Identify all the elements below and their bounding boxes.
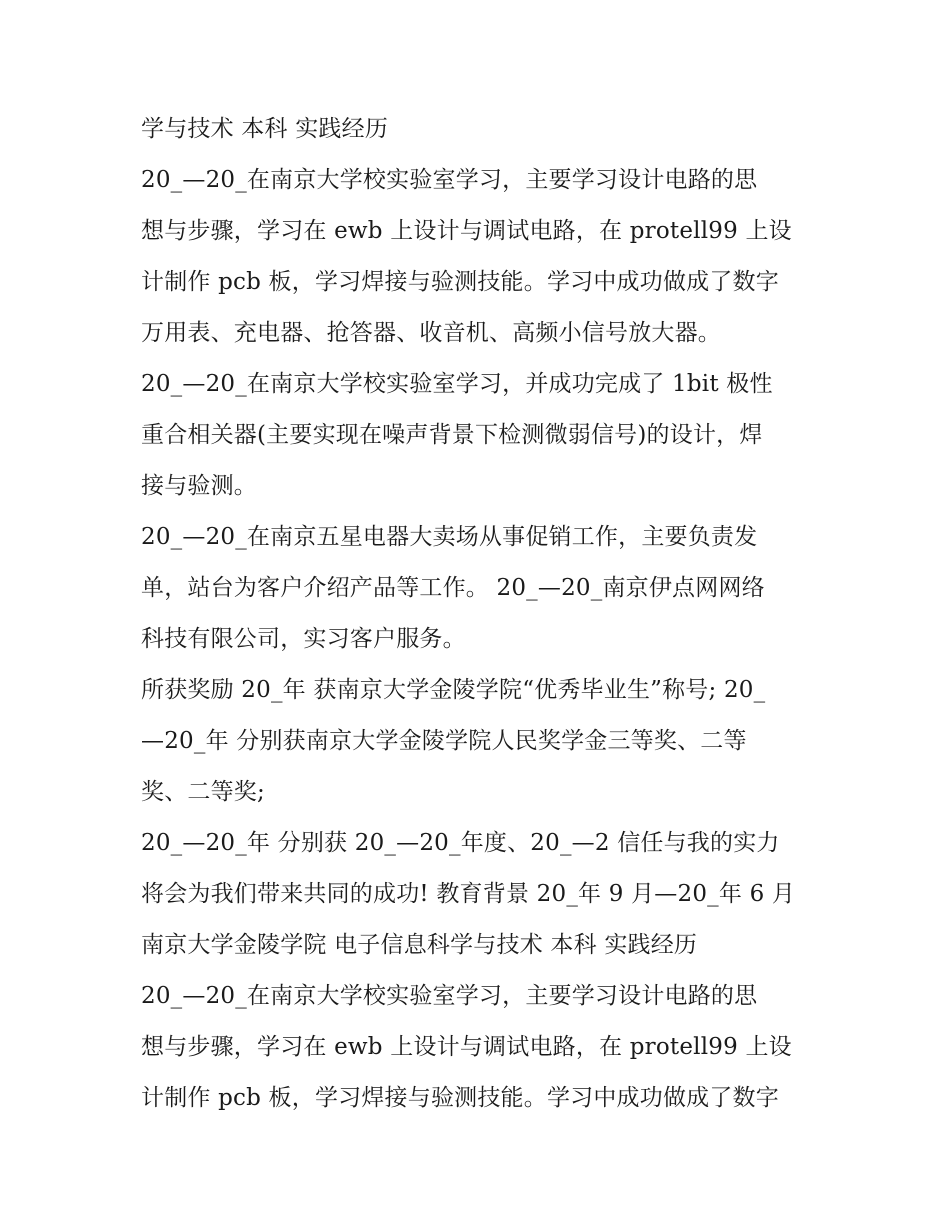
text-line: 20_—20_在南京五星电器大卖场从事促销工作，主要负责发 (141, 524, 758, 550)
text-line: 计制作 pcb 板，学习焊接与验测技能。学习中成功做成了数字 (141, 1085, 779, 1111)
text-line: 20_—20_在南京大学校实验室学习，主要学习设计电路的思 (141, 983, 758, 1009)
text-line: 单，站台为客户介绍产品等工作。 20_—20_南京伊点网网络 (141, 575, 765, 601)
text-line: 想与步骤，学习在 ewb 上设计与调试电路，在 protell99 上设 (141, 218, 792, 244)
text-line: 南京大学金陵学院 电子信息科学与技术 本科 实践经历 (141, 932, 698, 958)
text-line: 科技有限公司，实习客户服务。 (141, 626, 466, 652)
text-line: —20_年 分别获南京大学金陵学院人民奖学金三等奖、二等 (141, 728, 747, 754)
text-line: 接与验测。 (141, 473, 257, 499)
text-line: 学与技术 本科 实践经历 (141, 116, 389, 142)
document-body (141, 104, 813, 1124)
text-line: 万用表、充电器、抢答器、收音机、高频小信号放大器。 (141, 320, 721, 346)
text-line: 20_—20_在南京大学校实验室学习，主要学习设计电路的思 (141, 167, 758, 193)
text-line: 20_—20_年 分别获 20_—20_年度、20_—2 信任与我的实力 (141, 830, 780, 856)
text-line: 20_—20_在南京大学校实验室学习，并成功完成了 1bit 极性 (141, 371, 773, 397)
text-line: 奖、二等奖; (141, 779, 265, 805)
text-line: 将会为我们带来共同的成功! 教育背景 20_年 9 月—20_年 6 月 (141, 881, 796, 907)
text-line: 所获奖励 20_年 获南京大学金陵学院“优秀毕业生”称号; 20_ (141, 677, 766, 703)
text-line: 想与步骤，学习在 ewb 上设计与调试电路，在 protell99 上设 (141, 1034, 792, 1060)
text-line: 重合相关器(主要实现在噪声背景下检测微弱信号)的设计，焊 (141, 422, 763, 448)
text-line: 计制作 pcb 板，学习焊接与验测技能。学习中成功做成了数字 (141, 269, 779, 295)
